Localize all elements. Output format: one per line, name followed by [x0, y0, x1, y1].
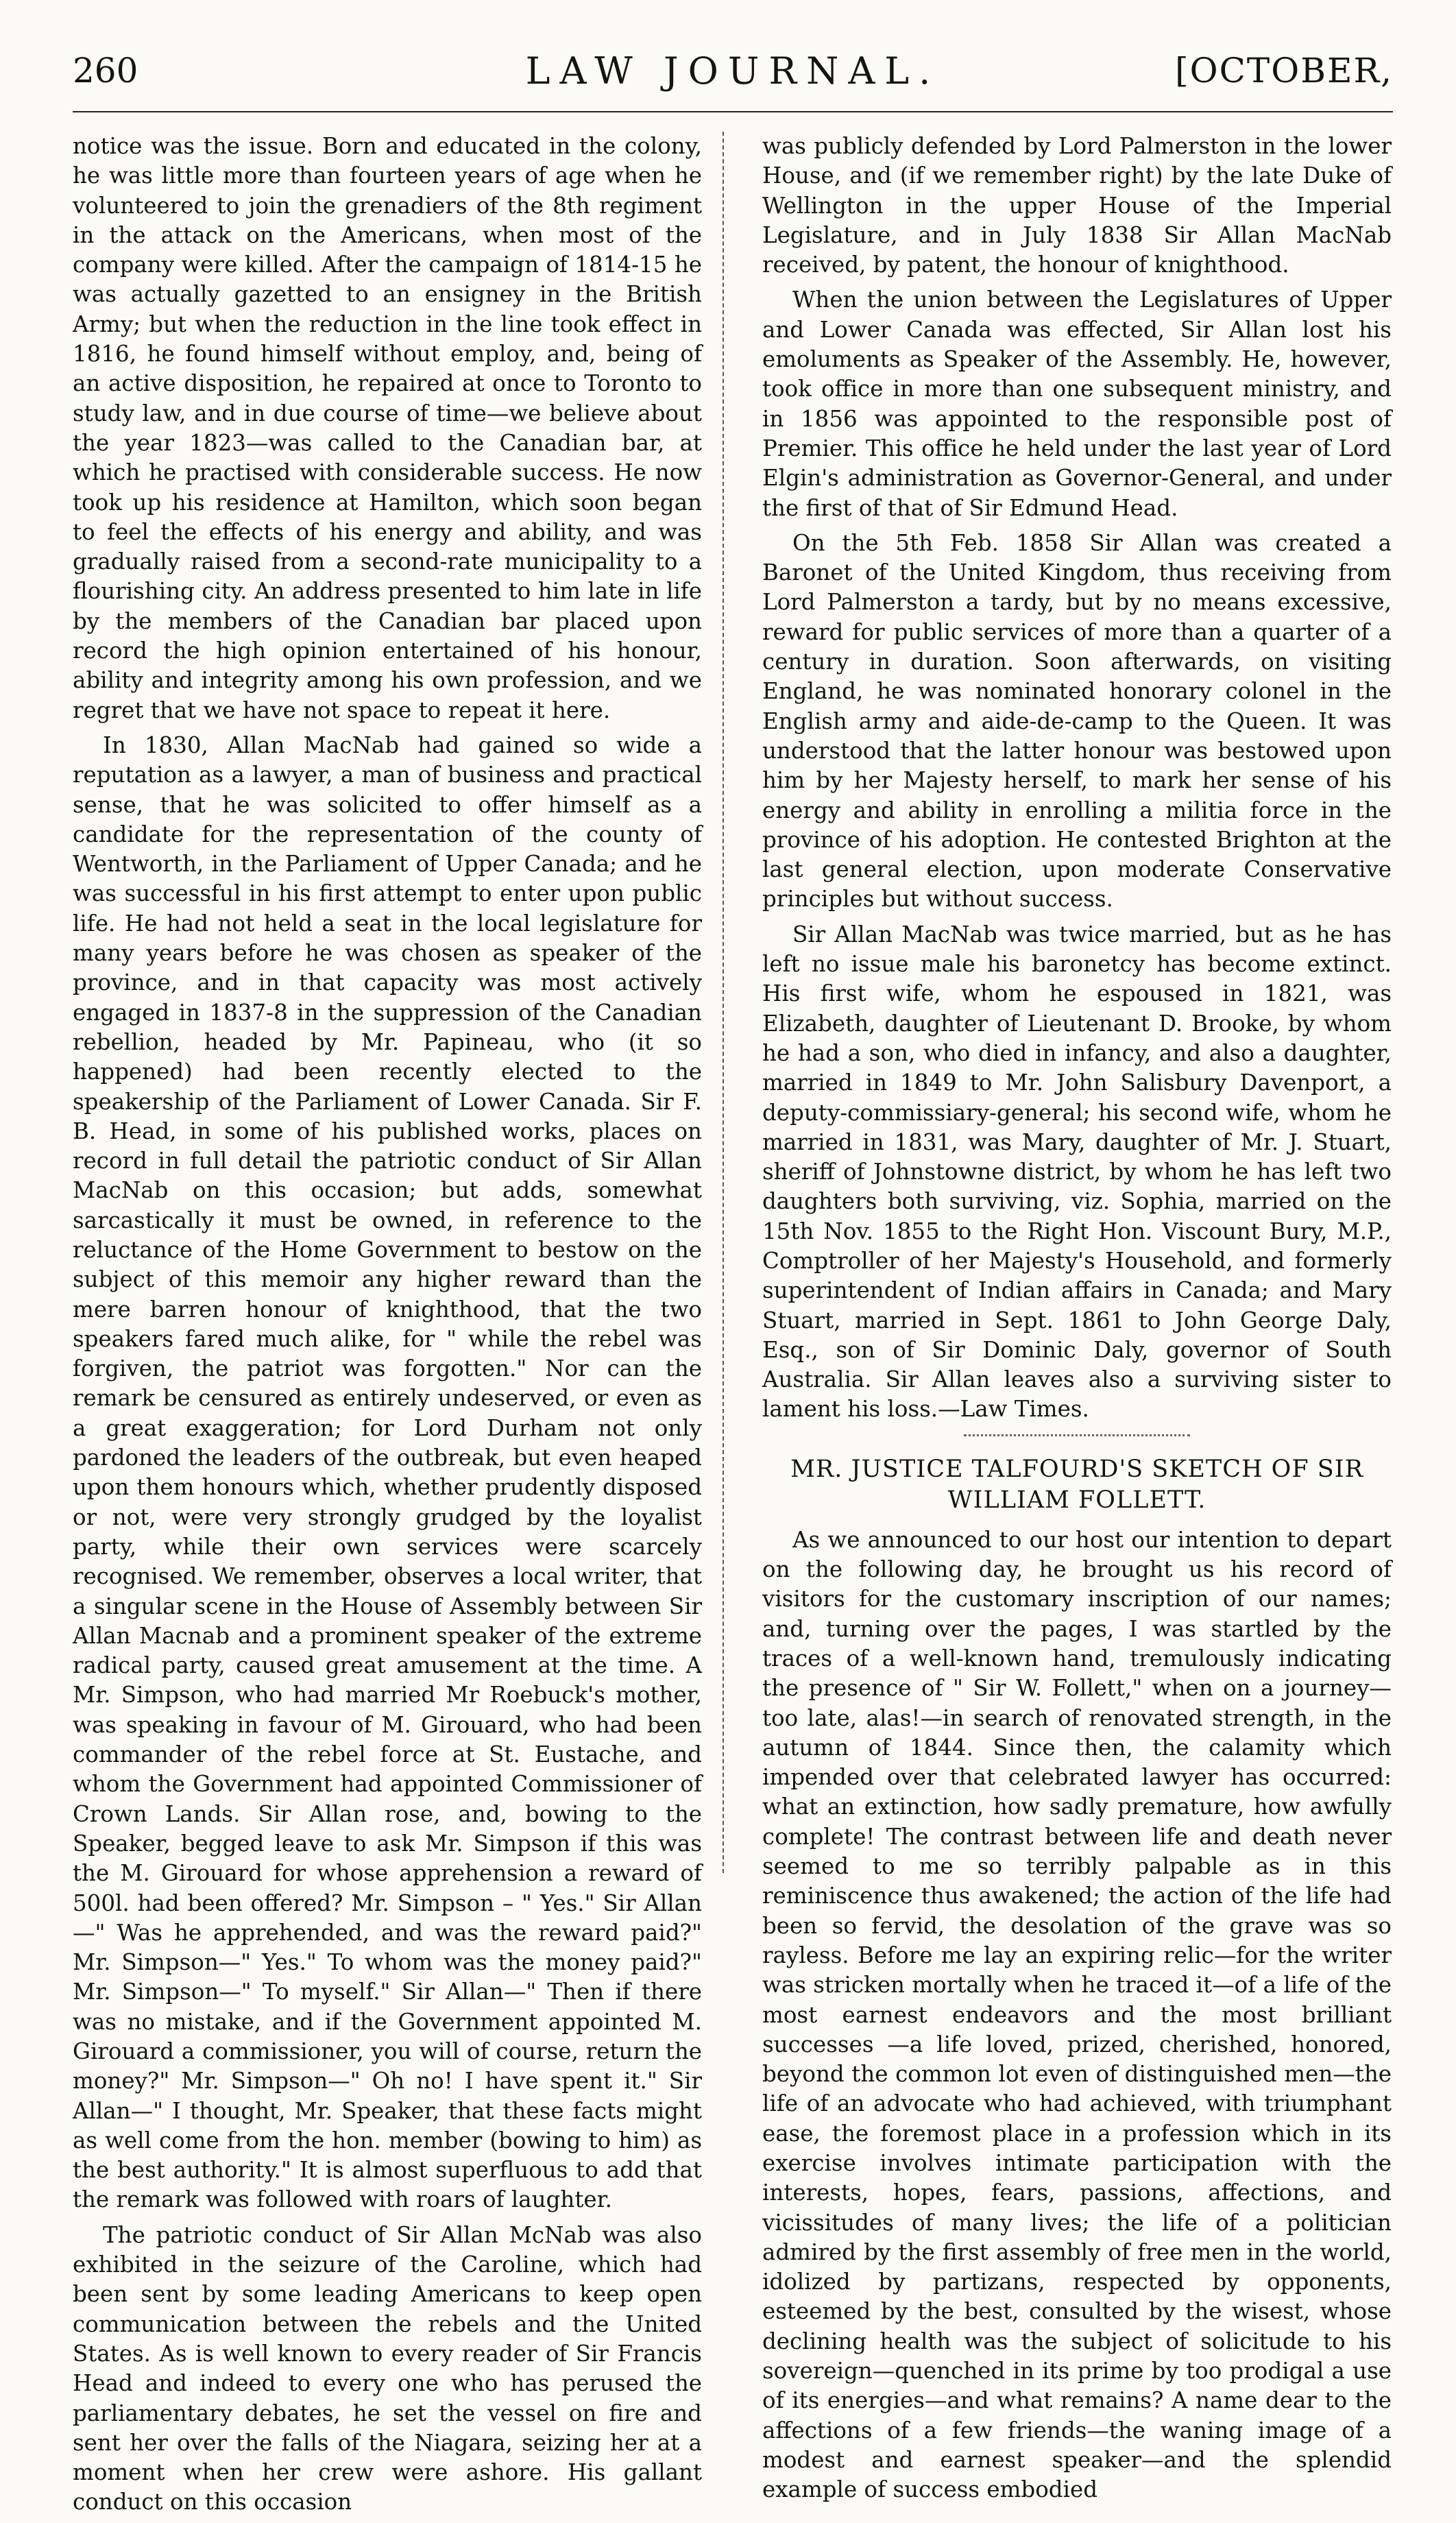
left-column	[73, 132, 702, 2523]
left-paragraph-2: In 1830, Allan MacNab had gained so wide a reputation as a lawyer, a man of business and practical sense, that he was solicited to offer himself as a candidate for the representation of the county of Wentworth, in the Parliament of Upper Canada; and he was successful in his first attempt to enter upon public life. He had not held a seat in the local legislature for many years before he was chosen as speaker of the province, and in that capacity was most actively engaged in 1837-8 in the suppression of the Canadian rebellion, headed by Mr. Papineau, who (it so happened) had been recently elected to the speakership of the Parliament of Lower Canada. Sir F. B. Head, in some of his published works, places on record in full detail the patriotic conduct of Sir Allan MacNab on this occasion; but adds, somewhat sarcastically it must be owned, in reference to the reluctance of the Home Government to bestow on the subject of this memoir any higher reward than the mere barren honour of knighthood, that the two speakers fared much alike, for " while the rebel was forgiven, the patriot was forgotten." Nor can the remark be censured as entirely undeserved, or even as a great exaggeration; for Lord Durham not only pardoned the leaders of the outbreak, but even heaped upon them honours which, whether prudently disposed or not, were very strongly grudged by the loyalist party, while their own services were scarcely recognised. We remember, observes a local writer, that a singular scene in the House of Assembly between Sir Allan Macnab and a prominent speaker of the extreme radical party, caused great amusement at the time. A Mr. Simpson, who had married Mr Roebuck's mother, was speaking in favour of M. Girouard, who had been commander of the rebel force at St. Eustache, and whom the Government had appointed Commissioner of Crown Lands. Sir Allan rose, and, bowing to the Speaker, begged leave to ask Mr. Simpson if this was the M. Girouard for whose apprehension a reward of 500l. had been offered? Mr. Simpson – " Yes." Sir Allan—" Was he apprehended, and was the reward paid?" Mr. Simpson—" Yes." To whom was the money paid?" Mr. Simpson—" To myself." Sir Allan—" Then if there was no mistake, and if the Government appointed M. Girouard a commissioner, you will of course, return the money?" Mr. Simpson—" Oh no! I have spent it." Sir Allan—" I thought, Mr. Speaker, that these facts might as well come from the hon. member (bowing to him) as the best authority." It is almost superfluous to add that the remark was followed with roars of laughter.	[73, 732, 702, 2213]
right-paragraph-1: was publicly defended by Lord Palmerston in the lower House, and (if we remember right) by the late Duke of Wellington in the upper House of the Imperial Legislature, and in July 1838 Sir Allan MacNab received, by patent, the honour of knighthood.	[762, 133, 1392, 278]
issue-month: [OCTOBER,	[1175, 51, 1393, 90]
right-paragraph-5: As we announced to our host our intention to depart on the following day, he brought us his record of visitors for the customary inscription of our names; and, turning over the pages, I was startled by the traces of a well-known hand, tremulously indicating the presence of " Sir W. Follett," when on a journey—too late, alas!—in search of renovated strength, in the autumn of 1844. Since then, the calamity which impended over that celebrated lawyer has occurred: what an extinction, how sadly premature, how awfully complete! The contrast between life and death never seemed to me so terribly palpable as in this reminiscence thus awakened; the action of the life had been so fervid, the desolation of the grave was so rayless. Before me lay an expiring relic—for the writer was stricken mortally when he traced it—of a life of the most earnest endeavors and the most brilliant successes —a life loved, prized, cherished, honored, beyond the common lot even of distinguished men—the life of an advocate who had achieved, with triumphant ease, the foremost place in a profession which in its exercise involves intimate participation with the interests, hopes, fears, passions, affections, and vicissitudes of many lives; the life of a politician admired by the first assembly of free men in the world, idolized by partizans, respected by opponents, esteemed by the best, consulted by the wisest, whose declining health was the subject of solicitude to his sovereign—quenched in its prime by too prodigal a use of its energies—and what remains? A name dear to the affections of a few friends—the waning image of a modest and earnest speaker—and the splendid example of success embodied	[762, 1526, 1392, 2503]
section-heading: MR. JUSTICE TALFOURD'S SKETCH OF SIR WILLIAM FOLLETT.	[790, 1455, 1363, 1514]
right-column	[762, 132, 1392, 2511]
right-paragraph-3: On the 5th Feb. 1858 Sir Allan was created a Baronet of the United Kingdom, thus receiving from Lord Palmerston a tardy, but by no means excessive, reward for public services of more than a quarter of a century in duration. Soon afterwards, on visiting England, he was nominated honorary colonel in the English army and aide-de-camp to the Queen. It was understood that the latter honour was bestowed upon him by her Majesty herself, to mark her sense of his energy and ability in enrolling a militia force in the province of his adoption. He contested Brighton at the last general election, upon moderate Conservative principles but without success.	[762, 529, 1392, 913]
column-divider	[723, 132, 724, 1873]
left-paragraph-1: notice was the issue. Born and educated in the colony, he was little more than fourteen years of age when he volunteered to join the grenadiers of the 8th regiment in the attack on the Americans, when most of the company were killed. After the campaign of 1814-15 he was actually gazetted to an ensigney in the British Army; but when the reduction in the line took effect in 1816, he found himself without employ, and, being of an active disposition, he repaired at once to Toronto to study law, and in due course of time—we believe about the year 1823—was called to the Canadian bar, at which he practised with considerable success. He now took up his residence at Hamilton, which soon began to feel the effects of his energy and ability, and was gradually raised from a second-rate municipality to a flourishing city. An address presented to him late in life by the members of the Canadian bar placed upon record the high opinion entertained of his honour, ability and integrity among his own profession, and we regret that we have not space to repeat it here.	[73, 133, 702, 723]
right-paragraph-4: Sir Allan MacNab was twice married, but as he has left no issue male his baronetcy has become extinct. His first wife, whom he espoused in 1821, was Elizabeth, daughter of Lieutenant D. Brooke, by whom he had a son, who died in infancy, and also a daughter, married in 1849 to Mr. John Salisbury Davenport, a deputy-commissiary-general; his second wife, whom he married in 1831, was Mary, daughter of Mr. J. Stuart, sheriff of Johnstowne district, by whom he has left two daughters both surviving, viz. Sophia, married on the 15th Nov. 1855 to the Right Hon. Viscount Bury, M.P., Comptroller of her Majesty's Household, and formerly superintendent of Indian affairs in Canada; and Mary Stuart, married in Sept. 1861 to John George Daly, Esq., son of Sir Dominic Daly, governor of South Australia. Sir Allan leaves also a surviving sister to lament his loss.—Law Times.	[762, 921, 1392, 1423]
journal-title: LAW JOURNAL.	[525, 49, 941, 93]
page-number: 260	[73, 51, 138, 90]
section-separator	[964, 1434, 1190, 1436]
left-paragraph-3: The patriotic conduct of Sir Allan McNab was also exhibited in the seizure of the Caroline, which had been sent by some leading Americans to keep open communication between the rebels and the United States. As is well known to every reader of Sir Francis Head and indeed to every one who has perused the parliamentary debates, he set the vessel on fire and sent her over the falls of the Niagara, seizing her at a moment when her crew were ashore. His gallant conduct on this occasion	[73, 2221, 702, 2515]
right-paragraph-2: When the union between the Legislatures of Upper and Lower Canada was effected, Sir Allan lost his emoluments as Speaker of the Assembly. He, however, took office in more than one subsequent ministry, and in 1856 was appointed to the responsible post of Premier. This office he held under the last year of Lord Elgin's administration as Governor-General, and under the first of that of Sir Edmund Head.	[762, 287, 1392, 521]
running-header	[73, 45, 1393, 112]
